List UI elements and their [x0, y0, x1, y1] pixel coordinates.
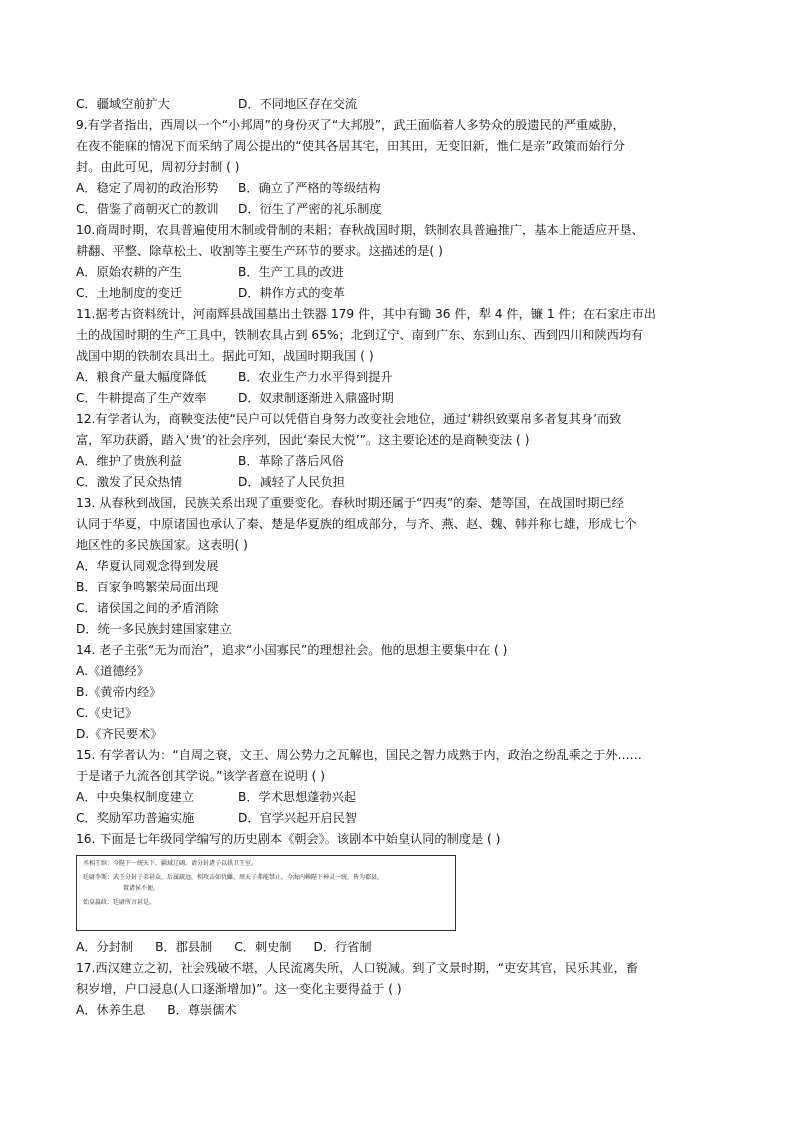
q11-options-cd: [76, 388, 726, 409]
q8-option-d[interactable]: D．不同地区存在交流: [238, 97, 358, 111]
script-line: 丞相王绾：今陛下一统天下，疆域辽阔，请分封诸子以拱卫王室。: [83, 860, 258, 867]
q13-option-c[interactable]: C．诸侯国之间的矛盾消除: [76, 601, 219, 615]
q12-stem-line: 富，军功获爵，踏入‘贵’的社会序列，因此‘秦民大悦’”。这主要论述的是商鞅变法 ( ): [76, 433, 530, 447]
q14-option-c[interactable]: C.《史记》: [76, 706, 138, 720]
q17-stem-line: 积岁增，户口浸息(人口逐渐增加)”。这一变化主要得益于 ( ): [76, 982, 402, 996]
q17-stem-line: 17.西汉建立之初，社会残破不堪，人民流离失所，人口锐减。到了文景时期，“吏安其官，民乐其业，畜: [76, 961, 638, 975]
q12-option-b[interactable]: B．革除了落后风俗: [238, 454, 344, 468]
exam-page: [76, 94, 726, 1021]
q15-options-ab: [76, 787, 726, 808]
q11-options-ab: [76, 367, 726, 388]
script-line: 始皇嬴政：廷尉所言甚是。: [83, 899, 156, 906]
q10-option-d[interactable]: D．耕作方式的变革: [238, 286, 345, 300]
q10-option-a[interactable]: A．原始农耕的产生: [76, 265, 182, 279]
q12-option-a[interactable]: A．维护了贵族利益: [76, 454, 182, 468]
q12-option-c[interactable]: C．激发了民众热情: [76, 475, 183, 489]
q11-option-a[interactable]: A．粮食产量大幅度降低: [76, 370, 207, 384]
q10-stem-line: 耕翻、平整、除草松土、收割等主要生产环节的要求。这描述的是( ): [76, 244, 443, 258]
q11-option-c[interactable]: C．牛耕提高了生产效率: [76, 391, 207, 405]
q16-option-d[interactable]: D．行省制: [313, 940, 372, 954]
q10-stem-line: 10.商周时期，农具普遍使用木制或骨制的耒耜；春秋战国时期，铁制农具普遍推广，基本上能适应开垦、: [76, 223, 644, 237]
q16-stem-line: 16. 下面是七年级同学编写的历史剧本《朝会》。该剧本中始皇认同的制度是 ( ): [76, 832, 501, 846]
q15-option-b[interactable]: B．学术思想蓬勃兴起: [238, 790, 357, 804]
q13-stem-line: 认同于华夏，中原诸国也承认了秦、楚是华夏族的组成部分，与齐、燕、赵、魏、韩并称七雄，形成七个: [76, 517, 637, 531]
q15-option-d[interactable]: D．官学兴起开启民智: [238, 811, 358, 825]
q13-stem-line: 地区性的多民族国家。这表明( ): [76, 538, 248, 552]
q13-option-a[interactable]: A．华夏认同观念得到发展: [76, 559, 219, 573]
q10-options-ab: [76, 262, 726, 283]
q9-option-b[interactable]: B．确立了严格的等级结构: [238, 181, 381, 195]
q14-option-b[interactable]: B.《黄帝内经》: [76, 685, 162, 699]
q14-option-d[interactable]: D.《齐民要术》: [76, 727, 163, 741]
q11-option-b[interactable]: B．农业生产力水平得到提升: [238, 370, 393, 384]
q13-option-d[interactable]: D．统一多民族封建国家建立: [76, 622, 232, 636]
script-line: 置诸侯不便。: [123, 885, 160, 892]
q9-stem-line: 封。由此可见，周初分封制 ( ): [76, 160, 240, 174]
q10-option-c[interactable]: C．土地制度的变迁: [76, 286, 183, 300]
q12-options-ab: [76, 451, 726, 472]
q17-options-ab: [76, 1000, 726, 1021]
q9-stem-line: 在夜不能寐的情况下而采纳了周公提出的“使其各居其宅，田其田，无变旧新，惟仁是亲”政策而始行分: [76, 139, 625, 153]
q15-option-a[interactable]: A．中央集权制度建立: [76, 790, 195, 804]
q8-option-c[interactable]: C．疆域空前扩大: [76, 97, 170, 111]
q12-option-d[interactable]: D．减轻了人民负担: [238, 475, 345, 489]
q12-stem-line: 12.有学者认为，商鞅变法使“民户可以凭借自身努力改变社会地位，通过‘耕织致粟帛多者复其身’而致: [76, 412, 622, 426]
q11-stem-line: 土的战国时期的生产工具中，铁制农具占到 65%；北到辽宁、南到广东、东到山东、西到四川和陕西均有: [76, 328, 644, 342]
q9-options-ab: [76, 178, 726, 199]
q16-option-a[interactable]: A．分封制: [76, 940, 134, 954]
q11-stem-line: 战国中期的铁制农具出土。据此可知，战国时期我国 ( ): [76, 349, 374, 363]
q9-stem-line: 9.有学者指出，西周以一个“小邦周”的身份灭了“大邦殷”，武王面临着人多势众的殷遗民的严重威胁，: [76, 118, 625, 132]
q11-stem-line: 11.据考古资料统计，河南辉县战国墓出土铁器 179 件，其中有锄 36 件，犁 4 件，镰 1 件；在石家庄市出: [76, 307, 656, 321]
q16-options: [76, 937, 726, 958]
q9-options-cd: [76, 199, 726, 220]
q13-option-b[interactable]: B．百家争鸣繁荣局面出现: [76, 580, 219, 594]
q14-option-a[interactable]: A.《道德经》: [76, 664, 149, 678]
q17-option-b[interactable]: B．尊崇儒术: [167, 1003, 237, 1017]
q9-option-d[interactable]: D．衍生了严密的礼乐制度: [238, 202, 382, 216]
q15-options-cd: [76, 808, 726, 829]
q15-stem-line: 15. 有学者认为：“自周之衰，文王、周公势力之瓦解也，国民之智力成熟于内，政治之纷乱乘之于外……: [76, 748, 642, 762]
q15-option-c[interactable]: C．奖励军功普遍实施: [76, 811, 195, 825]
q16-option-b[interactable]: B．郡县制: [155, 940, 213, 954]
q12-options-cd: [76, 472, 726, 493]
q10-options-cd: [76, 283, 726, 304]
q10-option-b[interactable]: B．生产工具的改进: [238, 265, 344, 279]
q16-option-c[interactable]: C．刺史制: [234, 940, 292, 954]
q8-options-cd: [76, 94, 726, 115]
script-line: 廷尉李斯：武王分封子弟甚众，后属疏远，相攻击如仇雠，周天子弗能禁止。今海内赖陛下神灵一统，皆为郡县，: [83, 874, 384, 881]
q13-stem-line: 13. 从春秋到战国，民族关系出现了重要变化。春秋时期还属于“四夷”的秦、楚等国，在战国时期已经: [76, 496, 624, 510]
q14-stem-line: 14. 老子主张“无为而治”，追求“小国寡民”的理想社会。他的思想主要集中在 ( ): [76, 643, 508, 657]
q16-script-box: [76, 855, 456, 931]
q9-option-c[interactable]: C．借鉴了商朝灭亡的教训: [76, 202, 219, 216]
q17-option-a[interactable]: A．休养生息: [76, 1003, 146, 1017]
q15-stem-line: 于是诸子九流各创其学说。”该学者意在说明 ( ): [76, 769, 326, 783]
q11-option-d[interactable]: D．奴隶制逐渐进入鼎盛时期: [238, 391, 394, 405]
q9-option-a[interactable]: A．稳定了周初的政治形势: [76, 181, 219, 195]
